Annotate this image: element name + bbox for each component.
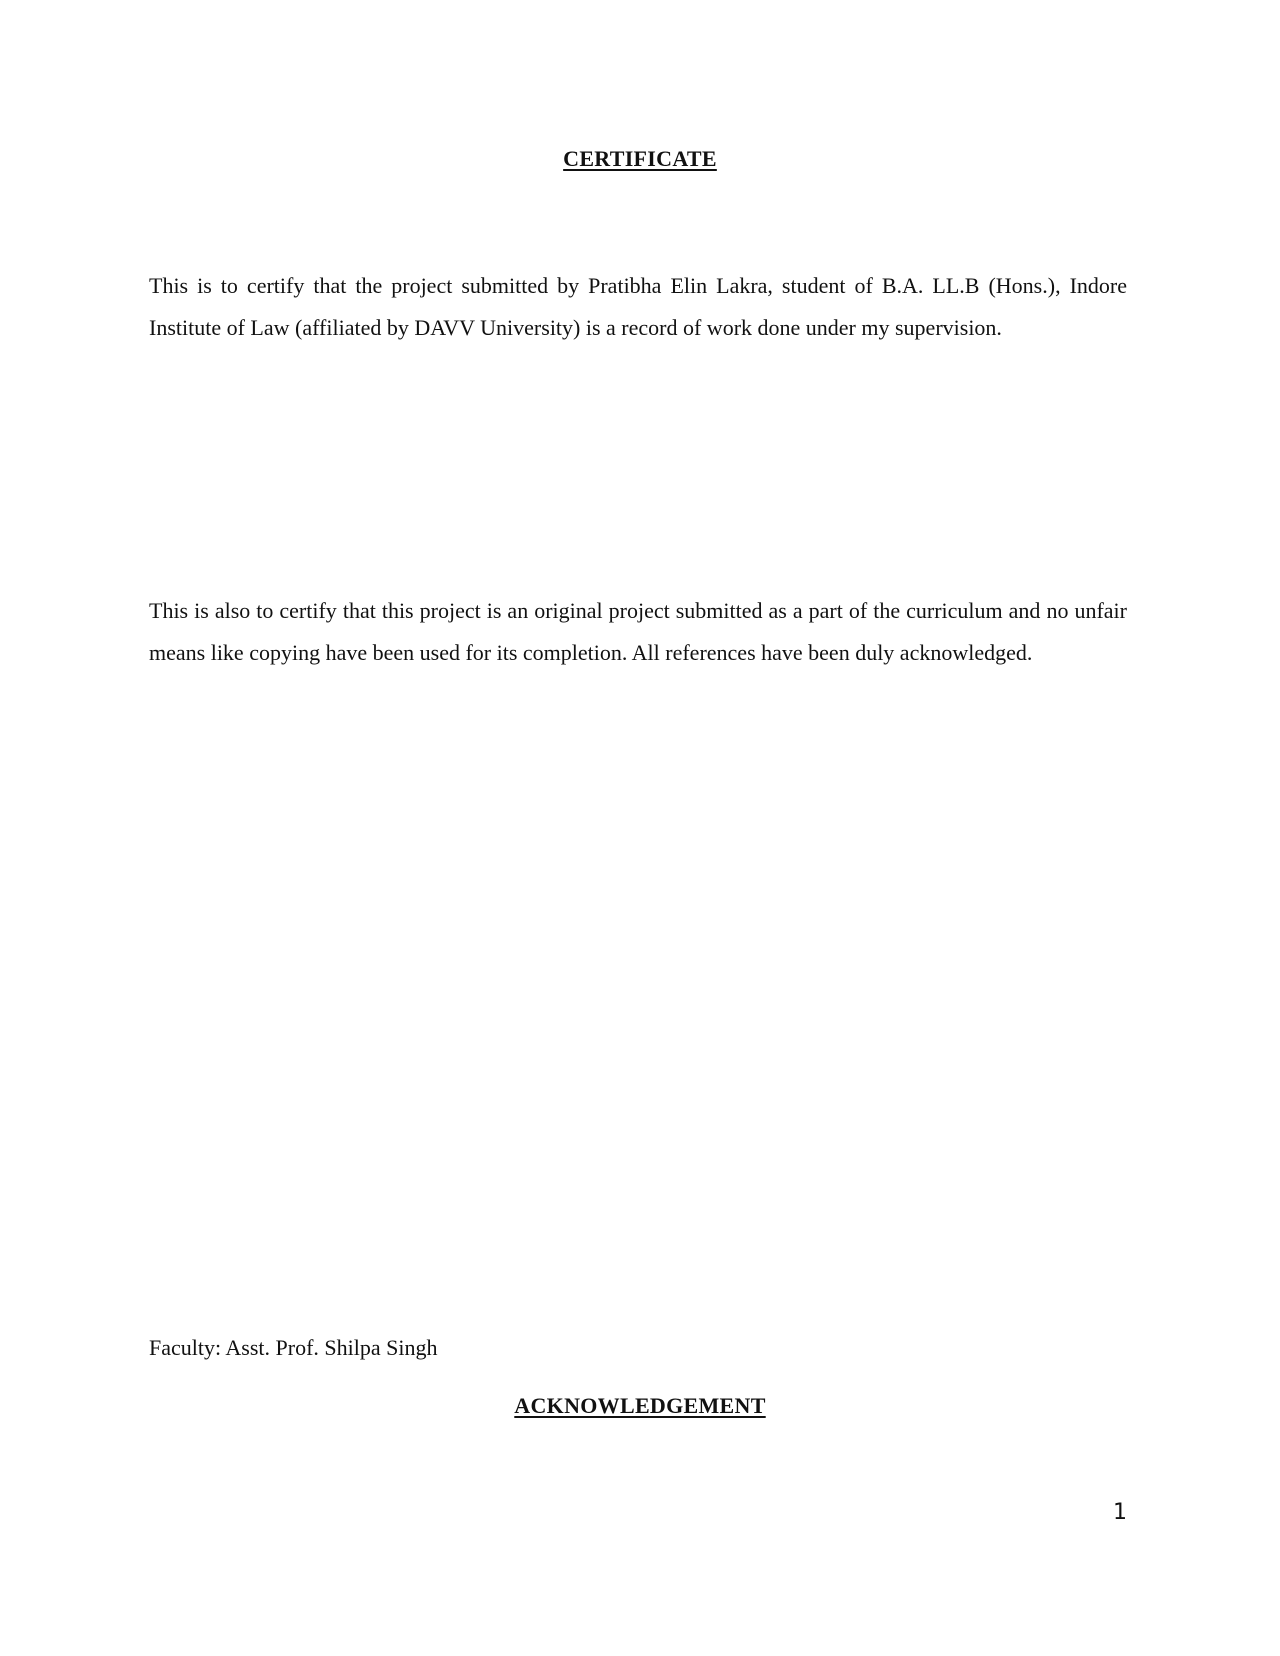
faculty-line: Faculty: Asst. Prof. Shilpa Singh [149,1335,438,1360]
certification-paragraph: This is to certify that the project submitted by Pratibha Elin Lakra, student of B.A. LL.B (Hons.), Indore Institute of Law (affiliated by DAVV University) is a record of work done under my supervision. [149,273,1127,340]
acknowledgement-heading: ACKNOWLEDGEMENT [514,1393,766,1418]
page-number: 1 [1113,1500,1127,1525]
certificate-heading: CERTIFICATE [563,146,717,171]
originality-paragraph: This is also to certify that this project is an original project submitted as a part of the curriculum and no unfair means like copying have been used for its completion. All references have been duly acknowledged. [149,598,1127,665]
